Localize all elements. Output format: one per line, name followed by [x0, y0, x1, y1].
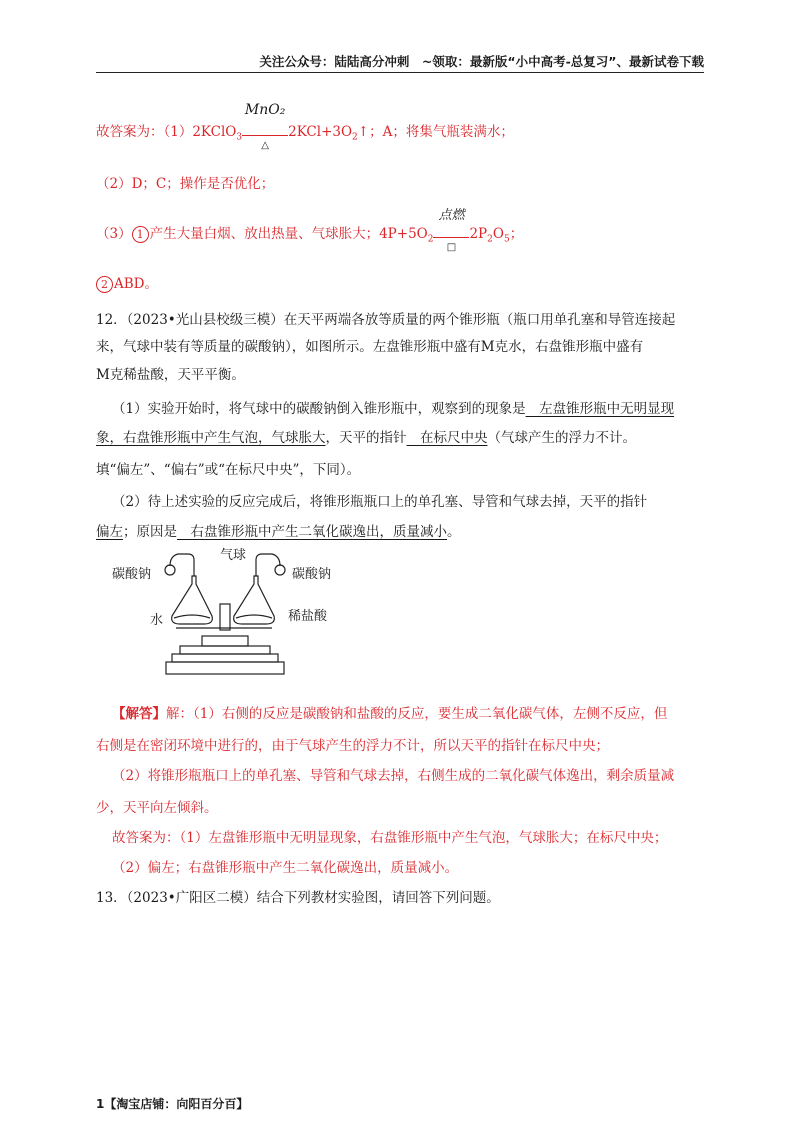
- solution-line-2: 右侧是在密闭环境中进行的，由于气球产生的浮力不计，所以天平的指针在标尺中央；: [96, 738, 609, 754]
- base-mid-shape: [172, 654, 278, 662]
- label-water: 水: [150, 613, 164, 628]
- label-hcl: 稀盐酸: [288, 609, 328, 624]
- q12-part2-line-2: 偏左；原因是 右盘锥形瓶中产生二氧化碳逸出，质量减小。: [96, 524, 461, 540]
- page-header: 关注公众号：陆陆高分冲刺 ~领取：最新版“小中高考-总复习”、最新试卷下载: [96, 52, 704, 73]
- left-balloon-shape: [165, 565, 175, 575]
- q12-part2-line-1: （2）待上述实验的反应完成后，将锥形瓶瓶口上的单孔塞、导管和气球去掉，天平的指针: [112, 494, 648, 510]
- q12-line-3: M克稀盐酸，天平平衡。: [96, 367, 245, 383]
- q12-part1-line-1: （1）实验开始时，将气球中的碳酸钠倒入锥形瓶中，观察到的现象是 左盘锥形瓶中无明显现: [112, 401, 675, 417]
- scale-shape: [202, 636, 248, 646]
- solution-line-3: （2）将锥形瓶瓶口上的单孔塞、导管和气球去掉，右侧生成的二氧化碳气体逸出，剩余质量减: [112, 768, 675, 784]
- solution-line-1: 【解答】解：（1）右侧的反应是碳酸钠和盐酸的反应，要生成二氧化碳气体，左侧不反应，但: [112, 706, 668, 722]
- label-na2co3-left: 碳酸钠: [112, 567, 152, 582]
- page-footer: 1【淘宝店铺：向阳百分百】: [96, 1097, 249, 1111]
- q12-line-2: 来，气球中装有等质量的碳酸钠），如图所示。左盘锥形瓶中盛有M克水，右盘锥形瓶中盛有: [96, 339, 644, 355]
- q12-part1-line-2: 象，右盘锥形瓶中产生气泡，气球胀大，天平的指针 在标尺中央（气球产生的浮力不计。: [96, 430, 636, 446]
- solution-line-5: 故答案为：（1）左盘锥形瓶中无明显现象，右盘锥形瓶中产生气泡，气球胀大；在标尺中央；: [112, 830, 668, 846]
- q13-line-1: 13．（2023•广阳区二模）结合下列教材实验图，请回答下列问题。: [96, 890, 500, 906]
- right-balloon-shape: [275, 565, 285, 575]
- solution-line-6: （2）偏左；右盘锥形瓶中产生二氧化碳逸出，质量减小。: [112, 860, 459, 876]
- answer-line-1: 故答案为：（1）2KClO$_3$ MnO₂ △ $2KCl+3O_2↑$；A；将集气瓶装满水；: [96, 102, 514, 151]
- ignite-condition: 点燃 □: [433, 226, 469, 242]
- right-liquid-shape: [236, 615, 272, 618]
- label-balloon: 气球: [220, 548, 247, 563]
- answer-line-3: （3） 1 产生大量白烟、放出热量、气球胀大；$4P+5O_2$ 点燃 □ $2P_2O_5$；: [96, 208, 524, 253]
- q12-line-1: 12．（2023•光山县校级三模）在天平两端各放等质量的两个锥形瓶（瓶口用单孔塞和导管连接起: [96, 312, 676, 328]
- answer-line-2: （2）D；C；操作是否优化；: [96, 176, 275, 192]
- catalyst-condition: MnO₂ △: [242, 124, 288, 140]
- base-bottom-shape: [166, 662, 284, 674]
- label-na2co3-right: 碳酸钠: [292, 567, 332, 582]
- solution-line-4: 少，天平向左倾斜。: [96, 800, 218, 816]
- pointer-post-shape: [220, 604, 230, 630]
- answer-line-4: 2 ABD。: [96, 272, 158, 293]
- base-top-shape: [180, 646, 270, 654]
- left-liquid-shape: [174, 615, 210, 618]
- q12-part1-line-3: 填“偏左”、“偏右”或“在标尺中央”，下同）。: [96, 462, 361, 478]
- balance-experiment-figure: [112, 546, 338, 678]
